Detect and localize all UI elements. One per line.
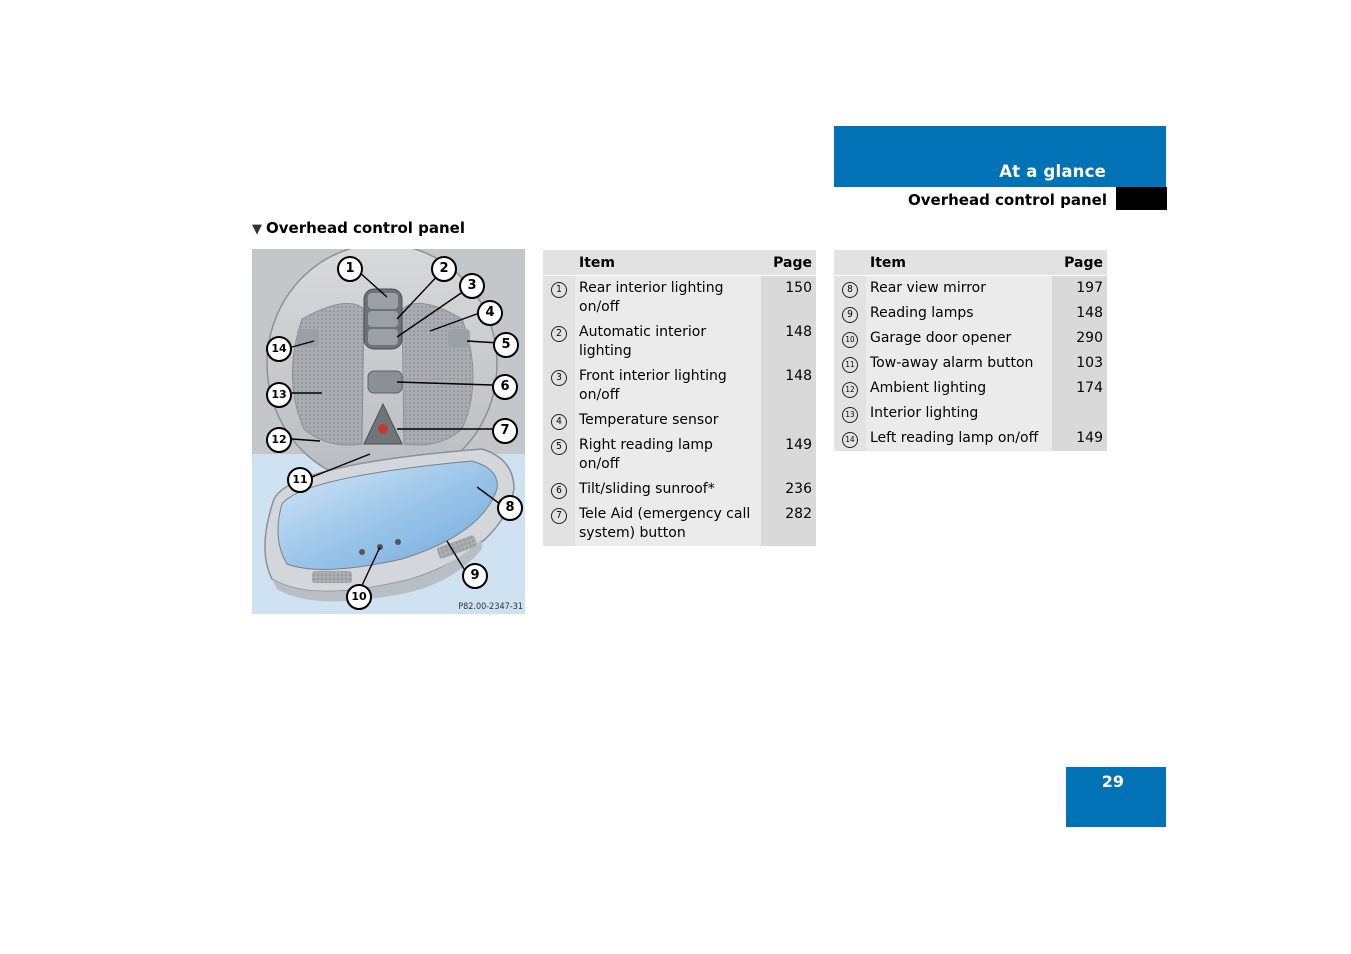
item-label: Reading lamps [866,301,1052,326]
table-row [834,351,1107,376]
items-table-right [834,250,1107,451]
item-number: 1 [543,276,575,321]
item-page [1052,401,1107,426]
table-row [834,326,1107,351]
item-page: 174 [1052,376,1107,401]
table-row [543,276,816,321]
table-header-row [543,250,816,276]
table-row [834,401,1107,426]
item-page: 282 [761,502,816,546]
items-table-left [543,250,816,546]
item-label: Tow-away alarm button [866,351,1052,376]
chapter-title: At a glance [999,162,1106,181]
chapter-header-band [834,126,1166,187]
header-num-cell [543,250,575,276]
callout-3: 3 [459,273,485,299]
item-page: 149 [1052,426,1107,451]
item-label: Rear interior lighting on/off [575,276,761,321]
header-marker-block [1116,187,1167,210]
item-page: 236 [761,477,816,502]
item-number: 7 [543,502,575,546]
triangle-down-icon: ▼ [252,222,262,237]
table-row [834,301,1107,326]
item-label: Rear view mirror [866,276,1052,302]
callout-8: 8 [497,495,523,521]
item-number: 14 [834,426,866,451]
item-page: 103 [1052,351,1107,376]
item-number: 6 [543,477,575,502]
section-heading [252,219,465,237]
item-page: 148 [761,364,816,408]
callout-10: 10 [346,584,372,610]
item-number: 10 [834,326,866,351]
header-item: Item [866,250,1052,276]
item-page [761,408,816,433]
item-label: Garage door opener [866,326,1052,351]
item-number: 8 [834,276,866,302]
item-page: 290 [1052,326,1107,351]
item-page: 149 [761,433,816,477]
callout-9: 9 [462,563,488,589]
callout-14: 14 [266,336,292,362]
page-number-box [1066,767,1166,827]
item-number: 2 [543,320,575,364]
header-page: Page [761,250,816,276]
item-label: Right reading lamp on/off [575,433,761,477]
callout-1: 1 [337,256,363,282]
header-item: Item [575,250,761,276]
item-label: Ambient lighting [866,376,1052,401]
item-page: 197 [1052,276,1107,302]
item-number: 12 [834,376,866,401]
item-label: Tele Aid (emergency call system) button [575,502,761,546]
callout-4: 4 [477,300,503,326]
item-label: Temperature sensor [575,408,761,433]
item-number: 3 [543,364,575,408]
table-row [834,376,1107,401]
table-row [834,426,1107,451]
item-label: Left reading lamp on/off [866,426,1052,451]
callout-13: 13 [266,382,292,408]
header-num-cell [834,250,866,276]
item-number: 11 [834,351,866,376]
callout-6: 6 [492,374,518,400]
header-page: Page [1052,250,1107,276]
table-row [543,502,816,546]
table-row [543,433,816,477]
table-row [543,320,816,364]
callout-5: 5 [493,332,519,358]
item-number: 5 [543,433,575,477]
table-row [834,276,1107,302]
callout-2: 2 [431,256,457,282]
figure-code: P82.00-2347-31 [458,602,523,612]
item-number: 4 [543,408,575,433]
section-heading-text: Overhead control panel [266,219,465,237]
item-number: 13 [834,401,866,426]
table-header-row [834,250,1107,276]
item-label: Tilt/sliding sunroof* [575,477,761,502]
item-label: Interior lighting [866,401,1052,426]
page-number: 29 [1101,772,1124,791]
item-label: Front interior lighting on/off [575,364,761,408]
callout-11: 11 [287,467,313,493]
callout-12: 12 [266,427,292,453]
item-number: 9 [834,301,866,326]
table-row [543,364,816,408]
section-title: Overhead control panel [908,191,1107,209]
table-row [543,477,816,502]
callout-7: 7 [492,418,518,444]
item-label: Automatic interior lighting [575,320,761,364]
table-row [543,408,816,433]
overhead-panel-figure [252,249,525,614]
item-page: 148 [761,320,816,364]
item-page: 150 [761,276,816,321]
item-page: 148 [1052,301,1107,326]
